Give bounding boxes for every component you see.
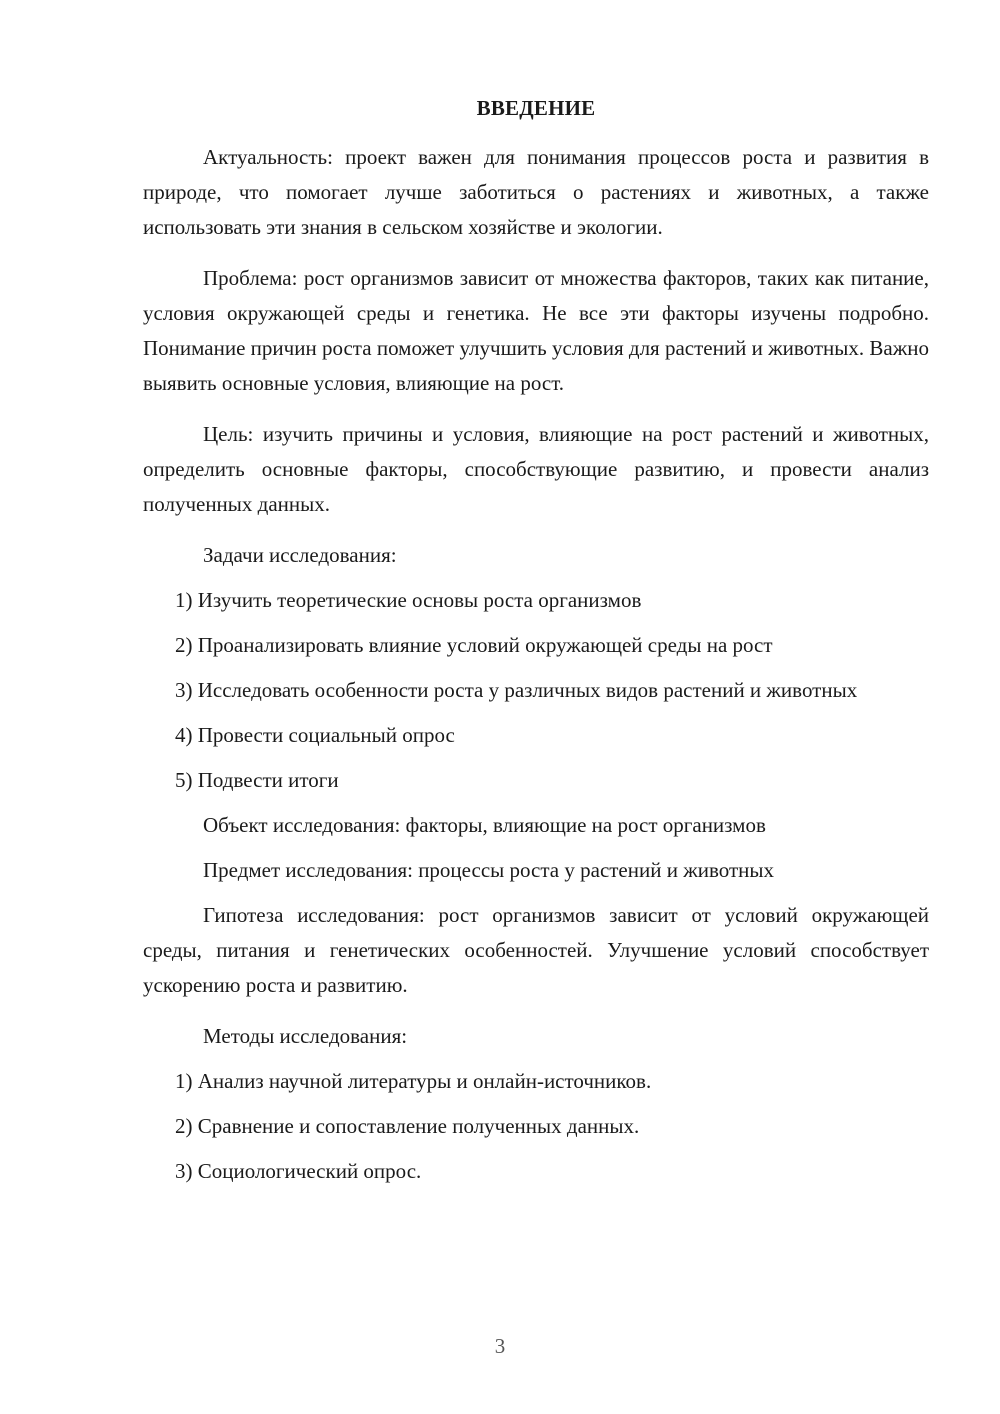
goal-paragraph: Цель: изучить причины и условия, влияющие на рост растений и животных, определить основные факторы, способствующие развитию, и провести анализ полученных данных.	[143, 422, 929, 516]
list-item: 1) Изучить теоретические основы роста организмов	[175, 588, 642, 612]
tasks-heading: Задачи исследования:	[203, 543, 397, 567]
document-page	[143, 94, 929, 1199]
page-number: 3	[494, 1334, 506, 1358]
relevance-paragraph: Актуальность: проект важен для понимания процессов роста и развития в природе, что помогает лучше заботиться о растениях и животных, а также использовать эти знания в сельском хозяйстве и экологии.	[143, 145, 929, 239]
list-item: 2) Проанализировать влияние условий окружающей среды на рост	[175, 633, 773, 657]
object-paragraph: Объект исследования: факторы, влияющие на рост организмов	[203, 813, 766, 837]
list-item: 1) Анализ научной литературы и онлайн-источников.	[175, 1069, 652, 1093]
tasks-list	[143, 583, 929, 798]
list-item: 5) Подвести итоги	[175, 768, 339, 792]
section-title: ВВЕДЕНИЕ	[476, 96, 596, 120]
list-item: 3) Исследовать особенности роста у различных видов растений и животных	[175, 678, 858, 702]
list-item: 2) Сравнение и сопоставление полученных данных.	[175, 1114, 640, 1138]
methods-heading: Методы исследования:	[203, 1024, 408, 1048]
list-item: 4) Провести социальный опрос	[175, 723, 455, 747]
methods-list	[143, 1064, 929, 1189]
hypothesis-paragraph: Гипотеза исследования: рост организмов зависит от условий окружающей среды, питания и генетических особенностей. Улучшение условий способствует ускорению роста и развитию.	[143, 903, 929, 997]
list-item: 3) Социологический опрос.	[175, 1159, 422, 1183]
problem-paragraph: Проблема: рост организмов зависит от множества факторов, таких как питание, условия окружающей среды и генетика. Не все эти факторы изучены подробно. Понимание причин роста поможет улучшить условия для растений и животных. Важно выявить основные условия, влияющие на рост.	[143, 266, 929, 395]
subject-paragraph: Предмет исследования: процессы роста у растений и животных	[203, 858, 774, 882]
